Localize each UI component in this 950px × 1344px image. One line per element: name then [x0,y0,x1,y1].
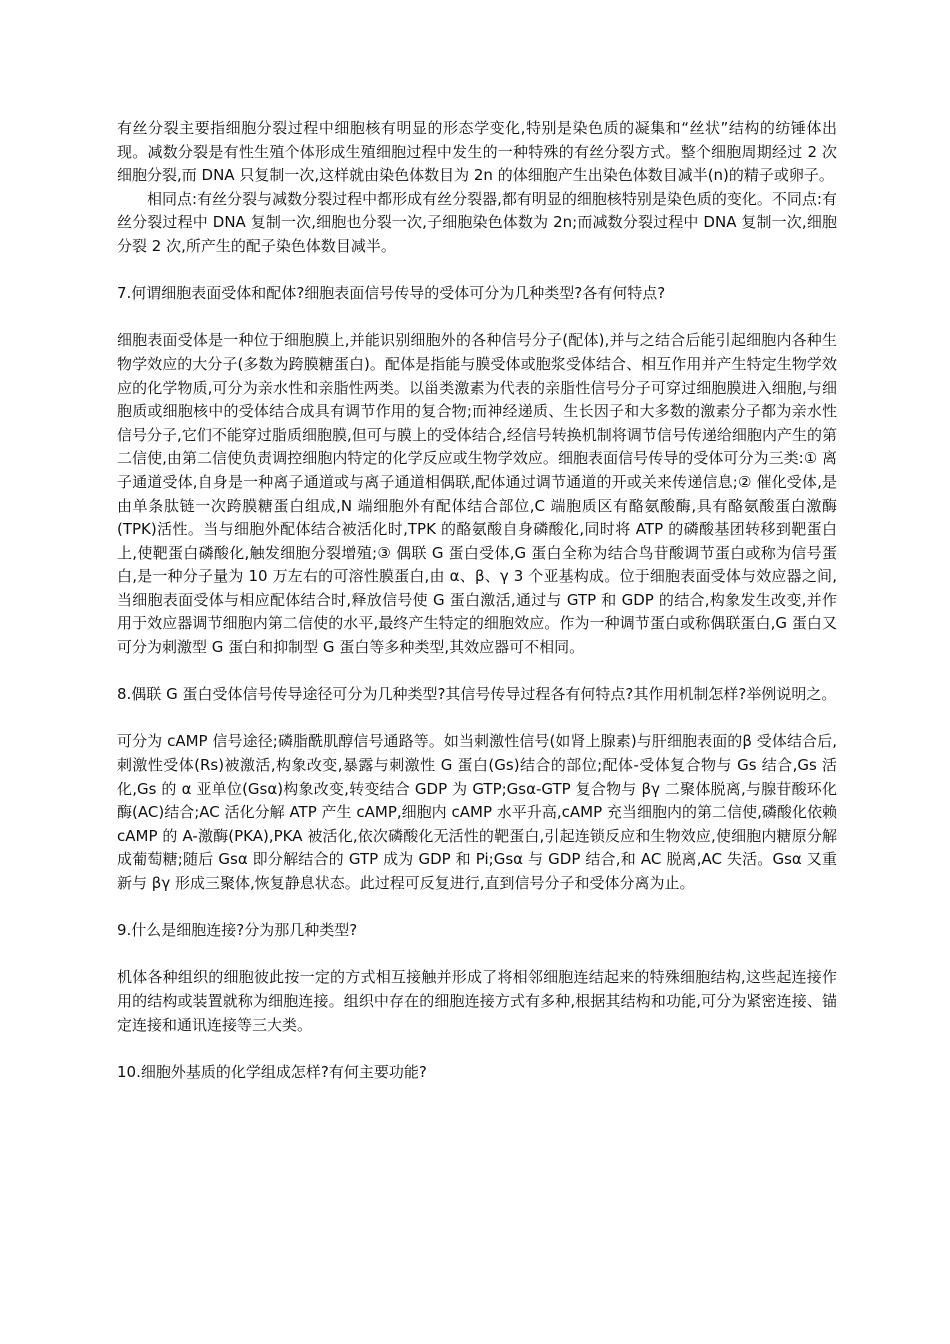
question-8: 8.偶联 G 蛋白受体信号传导途径可分为几种类型?其信号传导过程各有何特点?其作用机制怎样?举例说明之。 [117,685,837,704]
question-10: 10.细胞外基质的化学组成怎样?有何主要功能? [117,1062,427,1081]
paragraph-spacer [117,306,837,330]
document-body [117,117,837,1084]
answer-7: 细胞表面受体是一种位于细胞膜上,并能识别细胞外的各种信号分子(配体),并与之结合后能引起细胞内各种生物学效应的大分子(多数为跨膜糖蛋白)。配体是指能与膜受体或胞浆受体结合、相互作用并产生特定生物学效应的化学物质,可分为亲水性和亲脂性两类。以甾类激素为代表的亲脂性信号分子可穿过细胞膜进入细胞,与细胞质或细胞核中的受体结合成具有调节作用的复合物;而神经递质、生长因子和大多数的激素分子都为亲水性信号分子,它们不能穿过脂质细胞膜,但可与膜上的受体结合,经信号转换机制将调节信号传递给细胞内产生的第二信使,由第二信使负责调控细胞内特定的化学反应或生物学效应。细胞表面信号传导的受体可分为三类:① 离子通道受体,自身是一种离子通道或与离子通道相偶联,配体通过调节通道的开或关来传递信息;② 催化受体,是由单条肽链一次跨膜糖蛋白组成,N 端细胞外有配体结合部位,C 端胞质区有酪氨酸酶,具有酪氨酸蛋白激酶(TPK)活性。当与细胞外配体结合被活化时,TPK 的酪氨酸自身磷酸化,同时将 ATP 的磷酸基团转移到靶蛋白上,使靶蛋白磷酸化,触发细胞分裂增殖;③ 偶联 G 蛋白受体,G 蛋白全称为结合鸟苷酸调节蛋白或称为信号蛋白,是一种分子量为 10 万左右的可溶性膜蛋白,由 α、β、γ 3 个亚基构成。位于细胞表面受体与效应器之间,当细胞表面受体与相应配体结合时,释放信号使 G 蛋白激活,通过与 GTP 和 GDP 的结合,构象发生改变,并作用于效应器调节细胞内第二信使的水平,最终产生特定的细胞效应。作为一种调节蛋白或称偶联蛋白,G 蛋白又可分为刺激型 G 蛋白和抑制型 G 蛋白等多种类型,其效应器可不相同。 [117,331,837,657]
paragraph-spacer [117,896,837,920]
answer-9: 机体各种组织的细胞彼此按一定的方式相互接触并形成了将相邻细胞连结起来的特殊细胞结构,这些起连接作用的结构或装置就称为细胞连接。组织中存在的细胞连接方式有多种,根据其结构和功能,可分为紧密连接、锚定连接和通讯连接等三大类。 [117,968,837,1034]
answer-paragraph-2: 相同点:有丝分裂与减数分裂过程中都形成有丝分裂器,都有明显的细胞核特别是染色质的变化。不同点:有丝分裂过程中 DNA 复制一次,细胞也分裂一次,子细胞染色体数为 2n;而减数分裂过程中 DNA 复制一次,细胞分裂 2 次,所产生的配子染色体数目减半。 [117,189,837,255]
paragraph-spacer [117,943,837,967]
paragraph-spacer [117,1037,837,1061]
answer-8: 可分为 cAMP 信号途径;磷脂酰肌醇信号通路等。如当刺激性信号(如肾上腺素)与肝细胞表面的β 受体结合后,刺激性受体(Rs)被激活,构象改变,暴露与刺激性 G 蛋白(Gs)结合的部位;配体-受体复合物与 Gs 结合,Gs 活化,Gs 的 α 亚单位(Gsα)构象改变,转变结合 GDP 为 GTP;Gsα-GTP 复合物与 βγ 二聚体脱离,与腺苷酸环化酶(AC)结合;AC 活化分解 ATP 产生 cAMP,细胞内 cAMP 水平升高,cAMP 充当细胞内的第二信使,磷酸化依赖 cAMP 的 A-激酶(PKA),PKA 被活化,依次磷酸化无活性的靶蛋白,引起连锁反应和生物效应,使细胞内糖原分解成葡萄糖;随后 Gsα 即分解结合的 GTP 成为 GDP 和 Pi;Gsα 与 GDP 结合,和 AC 脱离,AC 失活。Gsα 又重新与 βγ 形成三聚体,恢复静息状态。此过程可反复进行,直到信号分子和受体分离为止。 [117,732,837,892]
question-9: 9.什么是细胞连接?分为那几种类型? [117,921,358,940]
paragraph-spacer [117,259,837,283]
question-7: 7.何谓细胞表面受体和配体?细胞表面信号传导的受体可分为几种类型?各有何特点? [117,284,666,303]
paragraph-spacer [117,660,837,684]
answer-paragraph-1: 有丝分裂主要指细胞分裂过程中细胞核有明显的形态学变化,特别是染色质的凝集和“丝状”结构的纺锤体出现。减数分裂是有性生殖个体形成生殖细胞过程中发生的一种特殊的有丝分裂方式。整个细胞周期经过 2 次细胞分裂,而 DNA 只复制一次,这样就由染色体数目为 2n 的体细胞产生出染色体数目减半(n)的精子或卵子。 [117,119,837,185]
paragraph-spacer [117,707,837,731]
